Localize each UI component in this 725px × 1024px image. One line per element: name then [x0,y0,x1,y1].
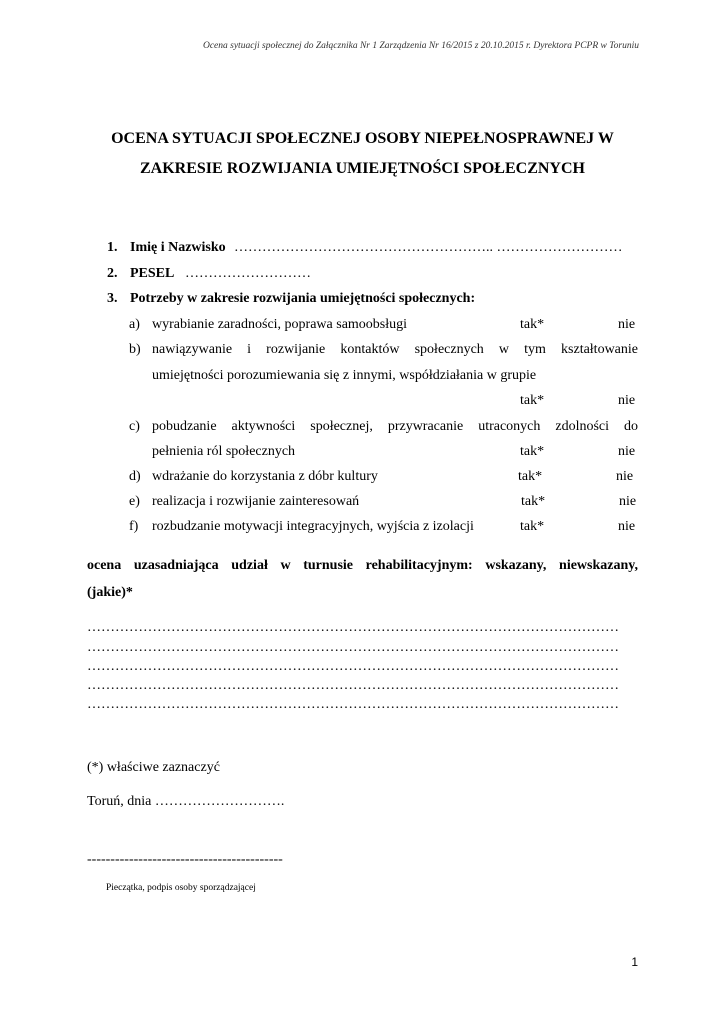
no-option[interactable]: nie [618,393,636,408]
no-option[interactable]: nie [618,317,636,332]
item-letter: c) [129,419,140,434]
need-item-text: nawiązywanie i rozwijanie kontaktów społecznych w tym kształtowanie [152,342,638,357]
no-option[interactable]: nie [618,519,636,534]
need-item-text: pobudzanie aktywności społecznej, przywracanie utraconych zdolności do [152,419,638,434]
yes-option[interactable]: tak* [518,469,543,484]
item-letter: e) [129,494,140,509]
need-item-text: realizacja i rozwijanie zainteresowań [152,494,360,509]
dotted-line[interactable]: …………………………………………………………………………………………………… [87,620,619,635]
item-letter: f) [129,519,139,534]
needs-label: Potrzeby w zakresie rozwijania umiejętności społecznych: [130,291,476,306]
yes-option[interactable]: tak* [520,444,545,459]
page-number: 1 [631,955,638,969]
need-item-text: wdrażanie do korzystania z dóbr kultury [152,469,378,484]
header-reference: Ocena sytuacji społecznej do Załącznika Nr 1 Zarządzenia Nr 16/2015 z 20.10.2015 r. Dyrektora PCPR w Toruniu [202,41,639,51]
footnote: (*) właściwe zaznaczyć [87,760,220,775]
yes-option[interactable]: tak* [520,393,545,408]
name-label: Imię i Nazwisko [130,240,226,255]
yes-option[interactable]: tak* [520,519,545,534]
assessment-line-1: ocena uzasadniająca udział w turnusie rehabilitacyjnym: wskazany, niewskazany, [87,558,638,573]
signature-line: ------------------------------------------ [87,852,283,867]
title-line-1: OCENA SYTUACJI SPOŁECZNEJ OSOBY NIEPEŁNOSPRAWNEJ W [111,130,614,147]
assessment-line-2: (jakie)* [87,585,133,600]
dotted-line[interactable]: …………………………………………………………………………………………………… [87,697,619,712]
title-line-2: ZAKRESIE ROZWIJANIA UMIEJĘTNOŚCI SPOŁECZNYCH [140,160,585,177]
yes-option[interactable]: tak* [520,317,545,332]
no-option[interactable]: nie [619,494,637,509]
dotted-line[interactable]: …………………………………………………………………………………………………… [87,678,619,693]
need-item-text: rozbudzanie motywacji integracyjnych, wyjścia z izolacji [152,519,474,534]
field-number: 2. [107,266,118,281]
need-item-text-continued: pełnienia ról społecznych [152,444,296,459]
place-date: Toruń, dnia ………………………. [87,794,285,809]
field-number: 1. [107,240,118,255]
need-item-text-continued: umiejętności porozumiewania się z innymi, współdziałania w grupie [152,368,537,383]
pesel-label: PESEL [130,266,175,281]
pesel-dots: ……………………… [185,266,311,281]
item-letter: b) [129,342,141,357]
field-number: 3. [107,291,118,306]
item-letter: d) [129,469,141,484]
no-option[interactable]: nie [618,444,636,459]
item-letter: a) [129,317,140,332]
name-dots: ……………………………………………….. ……………………… [234,240,623,255]
dotted-line[interactable]: …………………………………………………………………………………………………… [87,640,619,655]
yes-option[interactable]: tak* [521,494,546,509]
no-option[interactable]: nie [616,469,634,484]
signature-caption: Pieczątka, podpis osoby sporządzającej [106,883,256,893]
dotted-line[interactable]: …………………………………………………………………………………………………… [87,659,619,674]
need-item-text: wyrabianie zaradności, poprawa samoobsługi [152,317,408,332]
